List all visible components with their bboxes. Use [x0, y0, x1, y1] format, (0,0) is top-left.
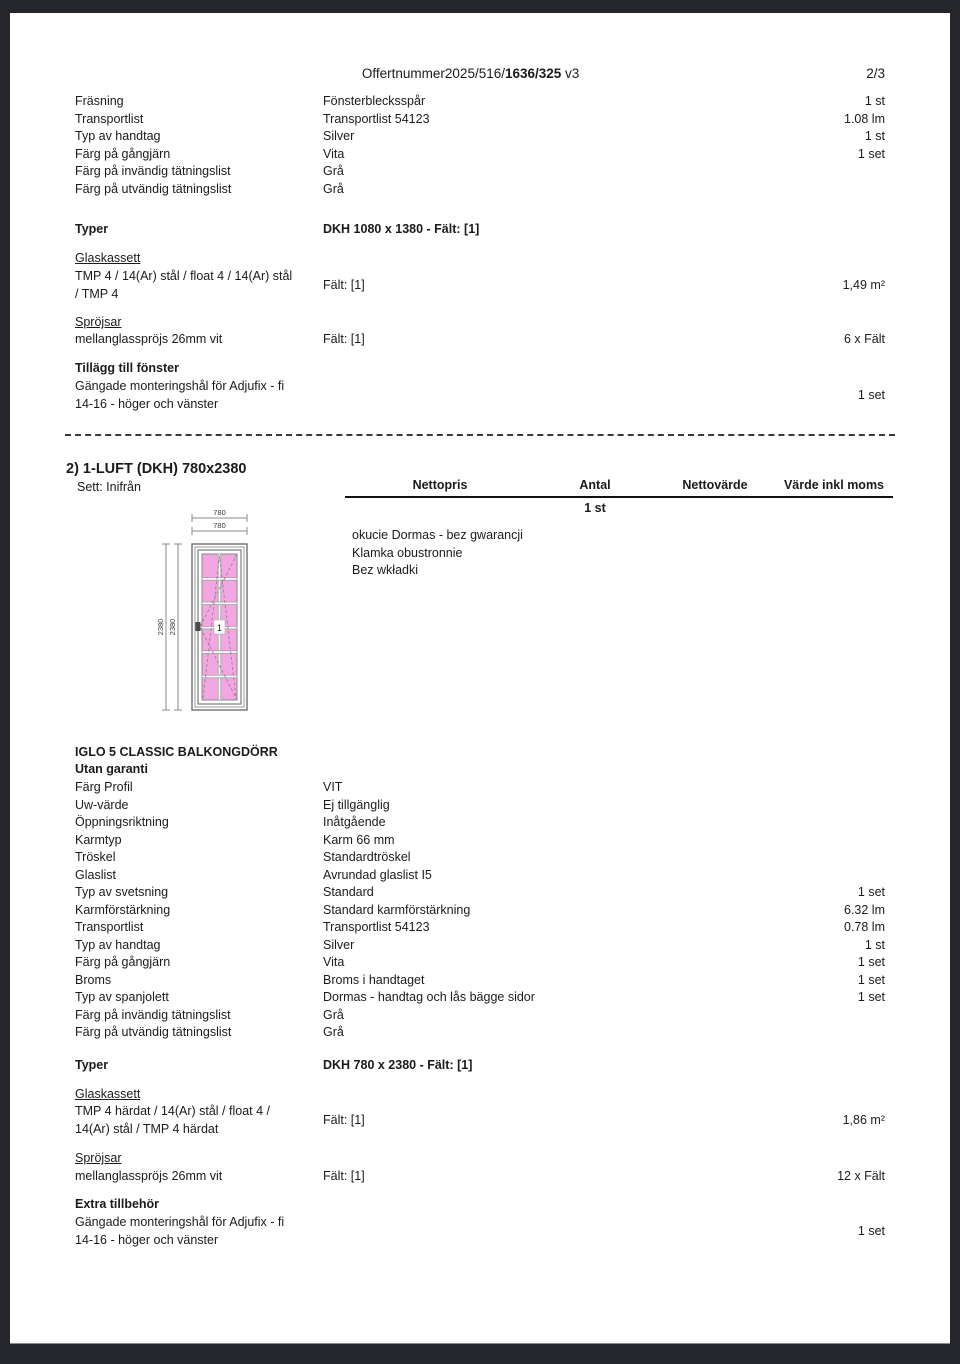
spec-value: Dormas - handtag och lås bägge sidor — [323, 990, 535, 1004]
spec-qty: 1 set — [857, 885, 885, 899]
glass-desc-line2: / TMP 4 — [75, 286, 119, 301]
spec-row — [75, 163, 885, 181]
spec-label: Färg på invändig tätningslist — [75, 1007, 231, 1022]
spec-value: VIT — [323, 780, 343, 794]
spec-value: Silver — [323, 937, 355, 952]
spec-value: Vita — [323, 146, 345, 161]
offer-number-suffix: v3 — [561, 66, 580, 81]
spec-row — [75, 93, 885, 111]
spec-value: Inåtgående — [323, 815, 386, 829]
spec-row — [75, 1024, 885, 1042]
spec-row — [75, 989, 885, 1007]
spec-row — [75, 1007, 885, 1025]
door-handle-icon — [196, 622, 201, 631]
spec-qty: 0.78 lm — [844, 920, 885, 934]
spec-label: Uw-värde — [75, 797, 129, 812]
spec-row — [75, 832, 885, 850]
col-nettovarde: Nettovärde — [682, 478, 748, 492]
spec-label: Färg på gångjärn — [75, 955, 171, 969]
spec-qty: 6.32 lm — [844, 902, 885, 917]
spec-row — [75, 919, 885, 937]
spec-label: Karmförstärkning — [75, 902, 171, 917]
glass-desc-line2: 14(Ar) stål / TMP 4 härdat — [75, 1121, 219, 1136]
section2-extra-heading: Extra tillbehör — [75, 1197, 160, 1211]
spec-value: Vita — [323, 955, 345, 969]
page-header — [75, 65, 885, 83]
spec-qty: 1 set — [857, 972, 885, 987]
glass-pane — [196, 554, 238, 700]
section1-spec-list — [75, 93, 885, 198]
spec-value: Grå — [323, 164, 344, 178]
spec-qty: 1 set — [857, 955, 885, 969]
spec-row — [75, 111, 885, 129]
spec-row — [75, 972, 885, 990]
note-line: okucie Dormas - bez gwarancji — [352, 528, 523, 542]
glass-falt: Fält: [1] — [323, 1112, 365, 1127]
spec-label: Karmtyp — [75, 832, 122, 847]
section1-glaskassett-row — [75, 268, 885, 303]
height-dim-label-inner: 2380 — [168, 618, 177, 636]
sprojsar-qty: 12 x Fält — [837, 1169, 885, 1183]
spec-row — [75, 902, 885, 920]
spec-row — [75, 779, 885, 797]
section2-spec-list — [75, 779, 885, 1042]
spec-label: Typ av handtag — [75, 937, 161, 952]
tillagg-desc-line2: 14-16 - höger och vänster — [75, 396, 219, 411]
product-title: IGLO 5 CLASSIC BALKONGDÖRR — [75, 745, 278, 759]
spec-value: Transportlist 54123 — [323, 920, 430, 934]
spec-label: Färg på utvändig tätningslist — [75, 181, 232, 196]
spec-row — [75, 849, 885, 867]
document-page — [10, 13, 950, 1343]
glass-qty: 1,86 m² — [842, 1112, 885, 1127]
spec-row — [75, 797, 885, 815]
section2-extra-row — [75, 1214, 885, 1249]
section2-sprojsar-heading: Spröjsar — [75, 1151, 122, 1165]
section2-sprojsar-row — [75, 1168, 885, 1186]
spec-qty: 1 st — [864, 129, 885, 143]
spec-value: Standard — [323, 885, 374, 899]
spec-label: Transportlist — [75, 920, 144, 934]
offer-number-prefix: Offertnummer2025/516/ — [361, 66, 505, 81]
section2-typer-row — [75, 1057, 885, 1075]
spec-label: Glaslist — [75, 867, 116, 882]
col-varde-inkl-moms: Värde inkl moms — [783, 478, 885, 492]
spec-row — [75, 128, 885, 146]
spec-qty: 1 set — [857, 146, 885, 161]
door-drawing — [152, 503, 252, 718]
tillagg-qty: 1 set — [857, 387, 885, 402]
section-separator — [65, 434, 895, 436]
spec-label: Typ av svetsning — [75, 885, 169, 899]
spec-value: Ej tillgänglig — [323, 797, 390, 812]
width-dim-label-inner: 780 — [213, 521, 226, 530]
col-nettopris: Nettopris — [412, 478, 468, 492]
spec-qty: 1 st — [864, 937, 885, 952]
spec-row — [75, 867, 885, 885]
antal-value: 1 st — [584, 500, 606, 515]
section2-title: 2) 1-LUFT (DKH) 780x2380 — [66, 461, 247, 477]
section1-sprojsar-heading: Spröjsar — [75, 315, 122, 329]
section1-typer-row — [75, 221, 885, 239]
spec-value: Avrundad glaslist I5 — [323, 867, 432, 882]
spec-value: Grå — [323, 1007, 344, 1022]
spec-label: Färg på gångjärn — [75, 146, 171, 161]
spec-value: Standard karmförstärkning — [323, 902, 471, 917]
height-dim-label-outer: 2380 — [156, 618, 165, 636]
section2-subtitle: Sett: Inifrån — [77, 480, 141, 494]
spec-qty: 1 st — [864, 94, 885, 108]
col-antal: Antal — [579, 478, 611, 492]
offer-number — [75, 65, 866, 83]
sprojsar-desc: mellanglasspröjs 26mm vit — [75, 1169, 223, 1183]
spec-value: Transportlist 54123 — [323, 111, 430, 126]
spec-label: Färg på invändig tätningslist — [75, 164, 231, 178]
spec-label: Öppningsriktning — [75, 815, 169, 829]
spec-label: Typ av handtag — [75, 129, 161, 143]
page-indicator: 2/3 — [866, 66, 885, 81]
spec-label: Färg Profil — [75, 780, 133, 794]
section2-glaskassett-heading: Glaskassett — [75, 1087, 141, 1101]
sprojsar-falt: Fält: [1] — [323, 1169, 365, 1183]
section2-glaskassett-row — [75, 1103, 885, 1138]
glass-desc-line1: TMP 4 härdat / 14(Ar) stål / float 4 / — [75, 1104, 270, 1118]
sprojsar-falt: Fält: [1] — [323, 332, 365, 346]
spec-label: Transportlist — [75, 111, 144, 126]
section1-sprojsar-row — [75, 331, 885, 349]
extra-qty: 1 set — [857, 1223, 885, 1238]
spec-value: Karm 66 mm — [323, 832, 395, 847]
spec-row — [75, 884, 885, 902]
sprojsar-qty: 6 x Fält — [844, 332, 885, 346]
spec-label: Broms — [75, 972, 112, 987]
spec-row — [75, 954, 885, 972]
spec-value: Broms i handtaget — [323, 972, 425, 987]
section1-tillagg-heading: Tillägg till fönster — [75, 361, 179, 375]
spec-label: Tröskel — [75, 850, 116, 864]
glass-falt: Fält: [1] — [323, 277, 365, 292]
spec-value: Standardtröskel — [323, 850, 411, 864]
offer-number-bold: 1636/325 — [504, 66, 562, 81]
spec-row — [75, 146, 885, 164]
extra-desc — [75, 1214, 323, 1249]
spec-row — [75, 181, 885, 199]
spec-label: Färg på utvändig tätningslist — [75, 1025, 232, 1039]
glass-desc — [75, 1103, 323, 1138]
spec-label: Fräsning — [75, 94, 124, 108]
sprojsar-desc: mellanglasspröjs 26mm vit — [75, 332, 223, 346]
note-line: Bez wkładki — [352, 563, 418, 577]
tillagg-desc-line1: Gängade monteringshål för Adjufix - fi — [75, 379, 285, 393]
hardware-notes — [352, 527, 752, 580]
spec-value: Grå — [323, 181, 344, 196]
typer-label: Typer — [75, 222, 109, 236]
price-table — [345, 477, 893, 517]
extra-desc-line2: 14-16 - höger och vänster — [75, 1232, 219, 1247]
tillagg-desc — [75, 378, 323, 413]
field-number-label: 1 — [216, 623, 223, 633]
price-table-row — [345, 498, 893, 518]
glass-desc-line1: TMP 4 / 14(Ar) stål / float 4 / 14(Ar) stål — [75, 269, 293, 283]
glass-desc — [75, 268, 323, 303]
typer-value: DKH 780 x 2380 - Fält: [1] — [323, 1058, 473, 1072]
section1-tillagg-row — [75, 378, 885, 413]
spec-value: Fönsterblecksspår — [323, 94, 426, 108]
typer-label: Typer — [75, 1058, 109, 1072]
price-table-header — [345, 477, 893, 498]
width-dim-label-outer: 780 — [213, 508, 226, 517]
warranty-note: Utan garanti — [75, 762, 148, 776]
typer-value: DKH 1080 x 1380 - Fält: [1] — [323, 222, 480, 236]
spec-value: Grå — [323, 1025, 344, 1039]
note-line: Klamka obustronnie — [352, 545, 463, 560]
spec-label: Typ av spanjolett — [75, 990, 169, 1004]
spec-value: Silver — [323, 129, 355, 143]
spec-row — [75, 937, 885, 955]
spec-qty: 1.08 lm — [844, 111, 885, 126]
extra-desc-line1: Gängade monteringshål för Adjufix - fi — [75, 1215, 285, 1229]
section1-glaskassett-heading: Glaskassett — [75, 251, 141, 265]
spec-row — [75, 814, 885, 832]
spec-qty: 1 set — [857, 990, 885, 1004]
glass-qty: 1,49 m² — [842, 277, 885, 292]
